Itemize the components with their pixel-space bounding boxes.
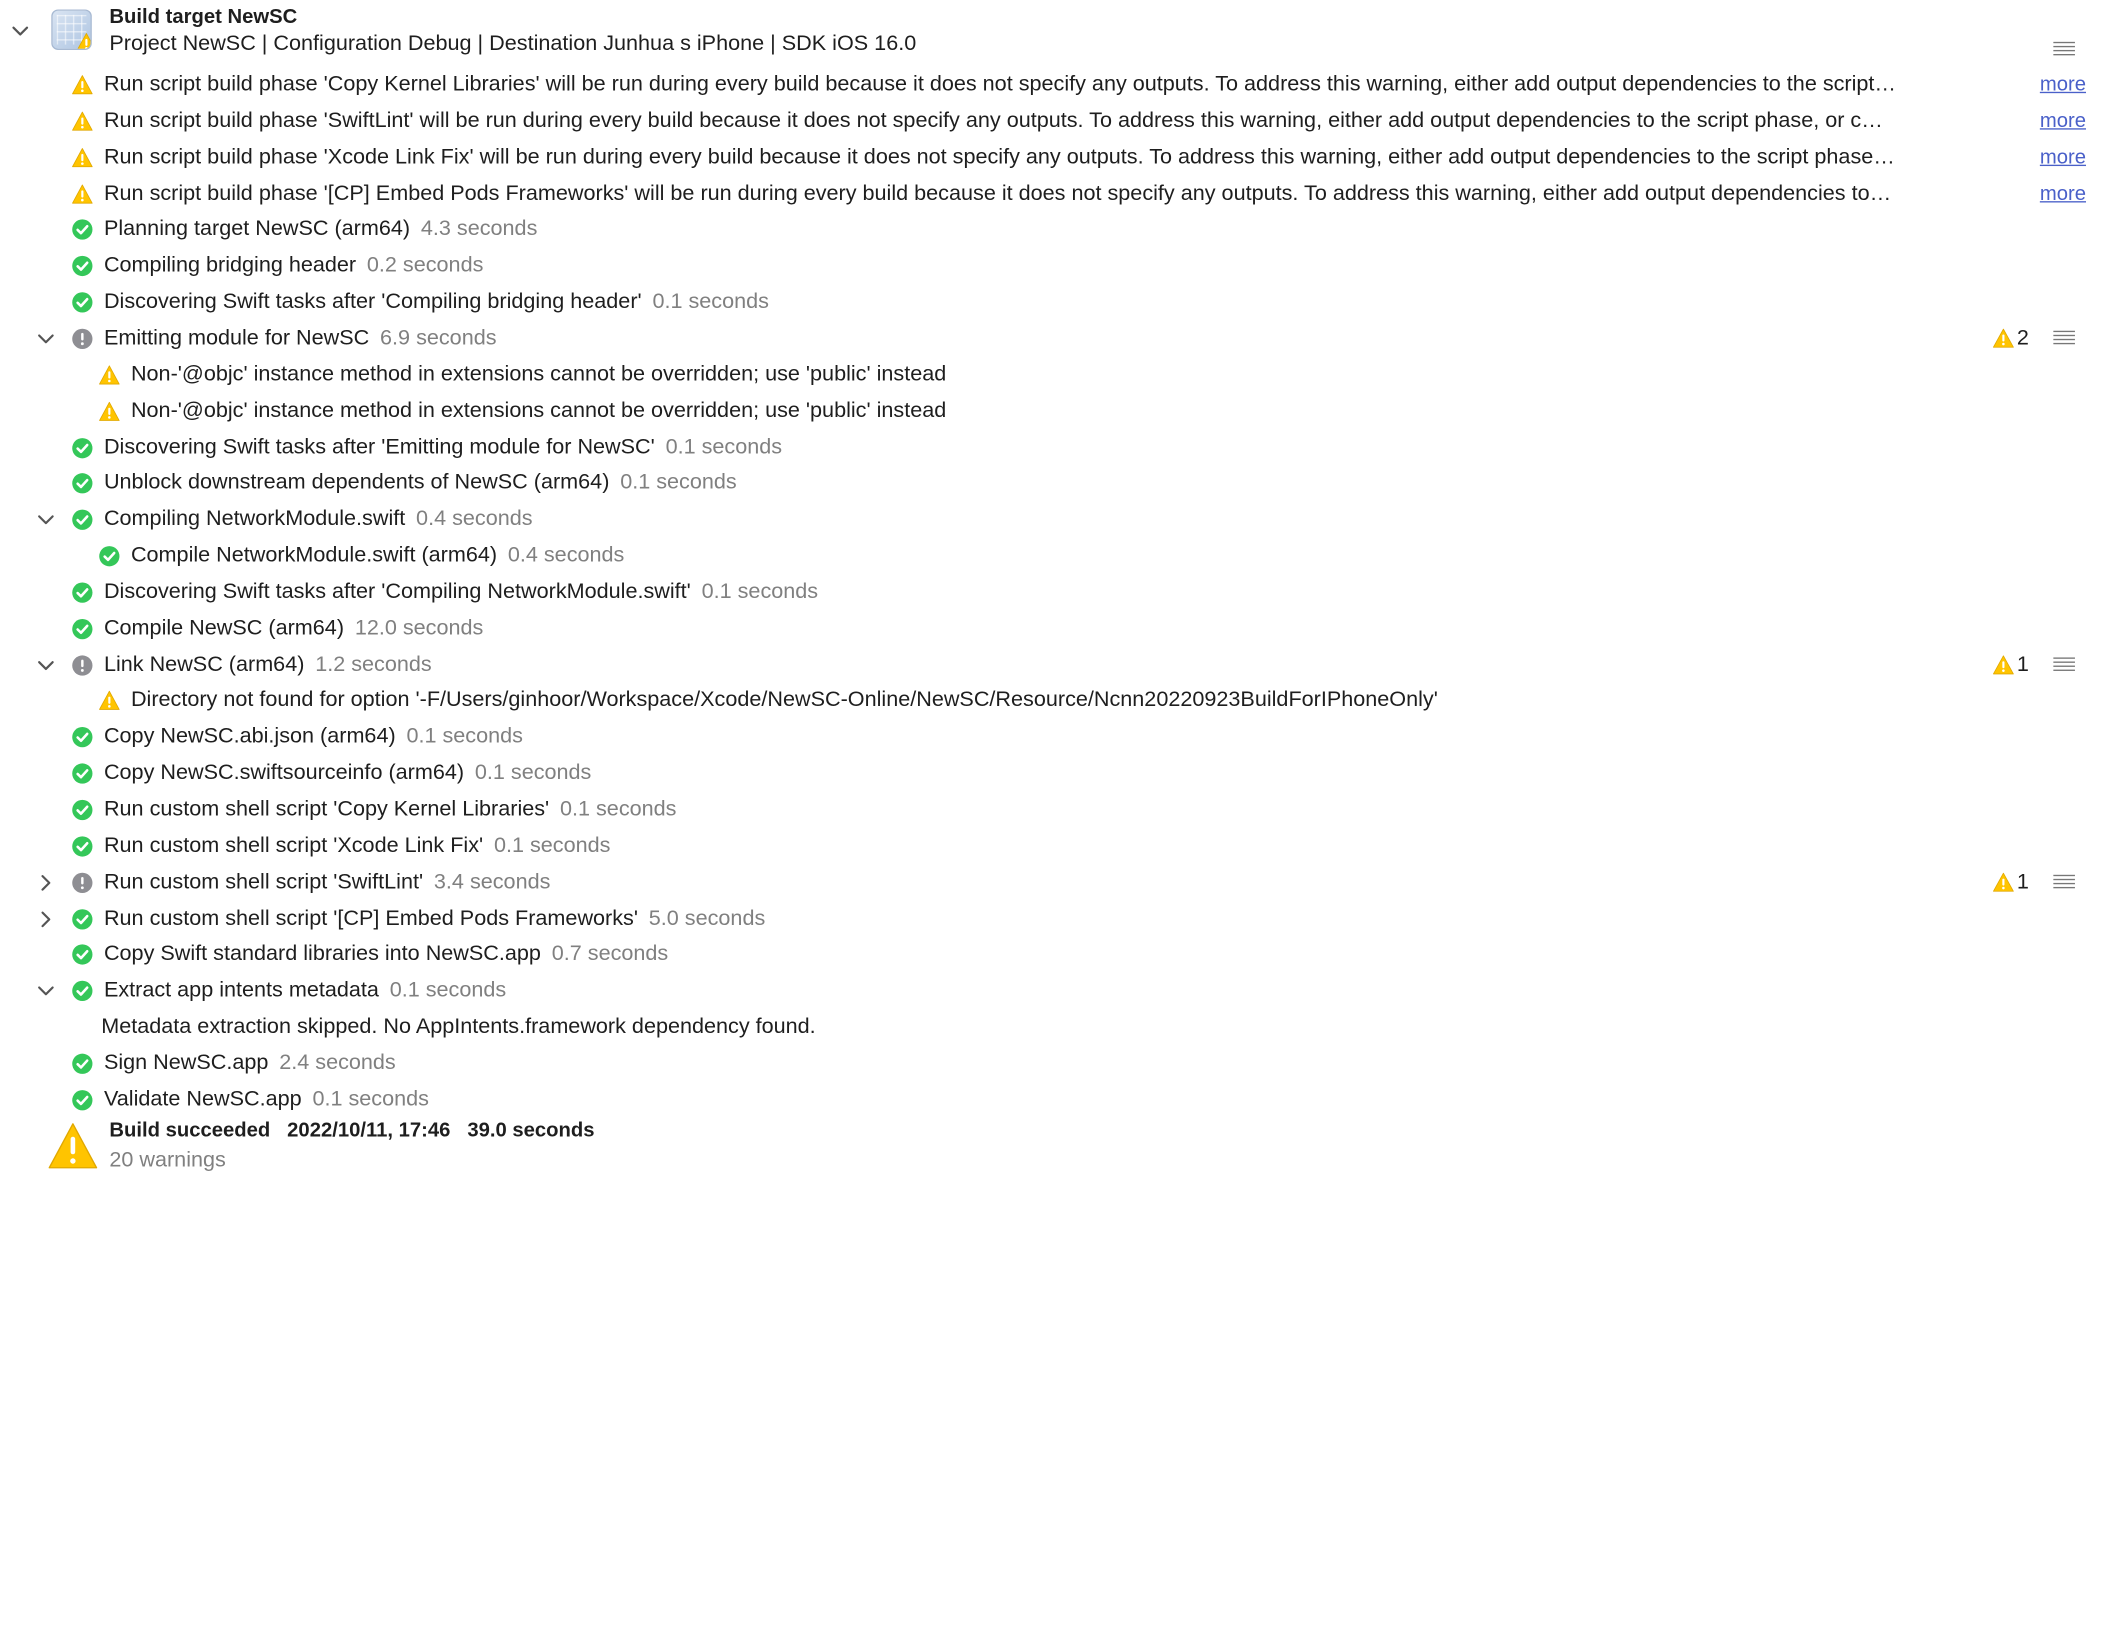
log-row-duration: 1.2 seconds: [315, 652, 432, 676]
warning-icon: [72, 110, 94, 132]
warning-icon: [72, 183, 94, 205]
build-result-summary: [109, 1119, 594, 1142]
warning-row[interactable]: [72, 176, 2000, 211]
log-row-text: Run script build phase 'SwiftLint' will be run during every build because it does not specify any outputs. To address this warning, either add output dependencies to the script phase, or c…: [103, 109, 1883, 133]
success-icon: [72, 799, 94, 821]
log-row-text: Copy NewSC.swiftsourceinfo (arm64): [103, 761, 465, 785]
chevron-down-icon[interactable]: [9, 20, 31, 42]
log-row-text: Validate NewSC.app: [103, 1087, 302, 1111]
log-row-duration: 12.0 seconds: [354, 616, 484, 640]
success-icon: [72, 908, 94, 930]
log-row-text: Run custom shell script 'Xcode Link Fix': [103, 834, 484, 858]
log-row-text: Sign NewSC.app: [103, 1051, 269, 1075]
warning-count-value: 1: [2016, 652, 2029, 676]
success-icon: [99, 545, 121, 567]
warning-icon: [72, 147, 94, 169]
warning-icon: [1993, 329, 2017, 349]
warning-icon: [1993, 872, 2017, 892]
chevron-down-icon[interactable]: [35, 509, 57, 531]
build-target-details: Project NewSC | Configuration Debug | Destination Junhua s iPhone | SDK iOS 16.0: [109, 32, 917, 56]
warning-icon: [99, 400, 121, 422]
log-row[interactable]: [72, 1082, 429, 1117]
log-row-duration: 2.4 seconds: [279, 1051, 396, 1075]
log-row-duration: 0.4 seconds: [507, 544, 625, 568]
log-row-text: Run script build phase 'Xcode Link Fix' will be run during every build because it does not specify any outputs. To address this warning, either add output dependencies to the script phase…: [103, 145, 1895, 169]
log-row-text: Copy Swift standard libraries into NewSC.app: [103, 942, 541, 966]
log-row-duration: 0.1 seconds: [701, 580, 819, 604]
log-row[interactable]: [72, 321, 497, 356]
success-icon: [72, 1089, 94, 1111]
log-row-duration: 0.1 seconds: [493, 834, 611, 858]
success-icon: [72, 727, 94, 749]
log-row-text: Directory not found for option '-F/Users/ginhoor/Workspace/Xcode/NewSC-Online/NewSC/Resource/Ncnn20220923BuildForIPhoneOnly': [130, 689, 1438, 713]
log-row[interactable]: [72, 249, 484, 284]
log-row-text: Compiling NetworkModule.swift: [103, 507, 406, 531]
target-app-icon: [51, 9, 92, 50]
log-row-duration: 0.1 seconds: [652, 290, 769, 314]
log-row-text: Extract app intents metadata: [103, 979, 379, 1003]
log-row-text: Link NewSC (arm64): [103, 652, 305, 676]
log-row[interactable]: [72, 865, 551, 900]
chevron-right-icon[interactable]: [35, 908, 57, 930]
build-target-title: Build target NewSC: [109, 5, 298, 29]
log-row-duration: 0.7 seconds: [551, 942, 669, 966]
log-row-duration: 4.3 seconds: [420, 217, 538, 241]
log-row[interactable]: [99, 539, 625, 574]
warning-row[interactable]: [72, 68, 2000, 103]
warning-icon: [47, 1121, 98, 1172]
success-icon: [72, 944, 94, 966]
more-link[interactable]: more: [2039, 181, 2087, 205]
log-row-text: Metadata extraction skipped. No AppIntents.framework dependency found.: [101, 1015, 816, 1039]
log-row-duration: 0.1 seconds: [665, 435, 783, 459]
log-row-duration: 0.1 seconds: [406, 725, 523, 749]
log-row-text: Compiling bridging header: [103, 254, 357, 278]
log-row[interactable]: [72, 974, 507, 1009]
success-icon: [72, 292, 94, 314]
log-row-duration: 0.1 seconds: [312, 1087, 429, 1111]
log-row-duration: 0.4 seconds: [416, 507, 533, 531]
success-icon: [72, 582, 94, 604]
more-link[interactable]: more: [2039, 109, 2087, 133]
log-row-text: Run custom shell script 'SwiftLint': [103, 870, 424, 894]
log-row-text: Non-'@objc' instance method in extensions cannot be overridden; use 'public' instead: [130, 399, 947, 423]
success-icon: [72, 1053, 94, 1075]
success-icon: [72, 618, 94, 640]
warning-count-value: 2: [2016, 326, 2029, 350]
warning-row[interactable]: [99, 357, 947, 392]
log-row-text: Compile NewSC (arm64): [103, 616, 345, 640]
build-date: 2022/10/11, 17:46: [287, 1119, 451, 1143]
log-row[interactable]: [72, 466, 737, 501]
success-icon: [72, 763, 94, 785]
chevron-down-icon[interactable]: [35, 654, 57, 676]
log-row[interactable]: [72, 937, 669, 972]
warning-count: 20 warnings: [109, 1148, 226, 1172]
build-total-time: 39.0 seconds: [467, 1119, 595, 1143]
log-row[interactable]: [72, 575, 819, 610]
log-row-text: Compile NetworkModule.swift (arm64): [130, 544, 498, 568]
success-icon: [72, 255, 94, 277]
warning-row[interactable]: [99, 394, 947, 429]
log-row-text: Discovering Swift tasks after 'Compiling NetworkModule.swift': [103, 580, 691, 604]
log-row-text: Planning target NewSC (arm64): [103, 217, 411, 241]
warning-icon: [99, 690, 121, 712]
alert-circle-icon: [72, 872, 94, 894]
warning-count-badge: [1993, 865, 2029, 900]
success-icon: [72, 980, 94, 1002]
success-icon: [72, 437, 94, 459]
build-target-header[interactable]: [0, 0, 2103, 70]
log-row[interactable]: [72, 829, 611, 864]
warning-count-badge: [1993, 647, 2029, 682]
log-row[interactable]: [72, 430, 783, 465]
log-row-duration: 5.0 seconds: [648, 906, 766, 930]
warning-count-badge: [1993, 321, 2029, 356]
transcript-menu-icon[interactable]: [2053, 42, 2075, 61]
log-row-text: Copy NewSC.abi.json (arm64): [103, 725, 396, 749]
transcript-menu-icon[interactable]: [2053, 331, 2075, 350]
log-row[interactable]: [72, 901, 766, 936]
warning-icon: [1993, 655, 2017, 675]
success-icon: [72, 473, 94, 495]
log-row[interactable]: [72, 647, 432, 682]
warning-row[interactable]: [72, 104, 2000, 139]
log-row[interactable]: [72, 212, 538, 247]
build-status: Build succeeded: [109, 1119, 271, 1143]
warning-count-value: 1: [2016, 870, 2029, 894]
log-row-text: Discovering Swift tasks after 'Emitting module for NewSC': [103, 435, 655, 459]
alert-circle-icon: [72, 328, 94, 350]
log-row[interactable]: [72, 792, 677, 827]
warning-icon: [72, 74, 94, 96]
alert-circle-icon: [72, 654, 94, 676]
warning-row[interactable]: [99, 684, 1438, 719]
warning-icon: [99, 364, 121, 386]
success-icon: [72, 219, 94, 241]
log-row[interactable]: [101, 1010, 815, 1045]
log-row-duration: 0.1 seconds: [559, 797, 677, 821]
chevron-down-icon[interactable]: [35, 980, 57, 1002]
log-row-text: Run custom shell script 'Copy Kernel Libraries': [103, 797, 550, 821]
log-row-text: Unblock downstream dependents of NewSC (arm64): [103, 471, 610, 495]
log-row[interactable]: [72, 720, 523, 755]
log-row-text: Non-'@objc' instance method in extensions cannot be overridden; use 'public' instead: [130, 362, 947, 386]
chevron-right-icon[interactable]: [35, 872, 57, 894]
more-link[interactable]: more: [2039, 72, 2087, 96]
log-row-duration: 0.1 seconds: [474, 761, 592, 785]
warning-row[interactable]: [72, 140, 2000, 175]
log-row-text: Emitting module for NewSC: [103, 326, 370, 350]
log-row-text: Run custom shell script '[CP] Embed Pods Frameworks': [103, 906, 638, 930]
log-row-duration: 0.1 seconds: [620, 471, 737, 495]
log-row-text: Run script build phase '[CP] Embed Pods Frameworks' will be run during every build because it does not specify any outputs. To address this warning, either add output dependencies to…: [103, 181, 1892, 205]
transcript-menu-icon[interactable]: [2053, 657, 2075, 676]
log-row-text: Discovering Swift tasks after 'Compiling bridging header': [103, 290, 642, 314]
warning-icon: [76, 32, 92, 50]
log-row-duration: 6.9 seconds: [380, 326, 497, 350]
log-row-duration: 0.2 seconds: [366, 254, 484, 278]
transcript-menu-icon[interactable]: [2053, 874, 2075, 893]
log-row[interactable]: [72, 611, 484, 646]
log-row-text: Run script build phase 'Copy Kernel Libraries' will be run during every build because it does not specify any outputs. To address this warning, either add output dependencies to the script…: [103, 72, 1897, 96]
success-icon: [72, 835, 94, 857]
log-row[interactable]: [72, 502, 533, 537]
log-row-duration: 3.4 seconds: [433, 870, 551, 894]
chevron-down-icon[interactable]: [35, 328, 57, 350]
log-row[interactable]: [72, 285, 769, 320]
log-row[interactable]: [72, 1046, 396, 1081]
more-link[interactable]: more: [2039, 145, 2087, 169]
log-row-duration: 0.1 seconds: [389, 979, 507, 1003]
success-icon: [72, 509, 94, 531]
log-row[interactable]: [72, 756, 592, 791]
